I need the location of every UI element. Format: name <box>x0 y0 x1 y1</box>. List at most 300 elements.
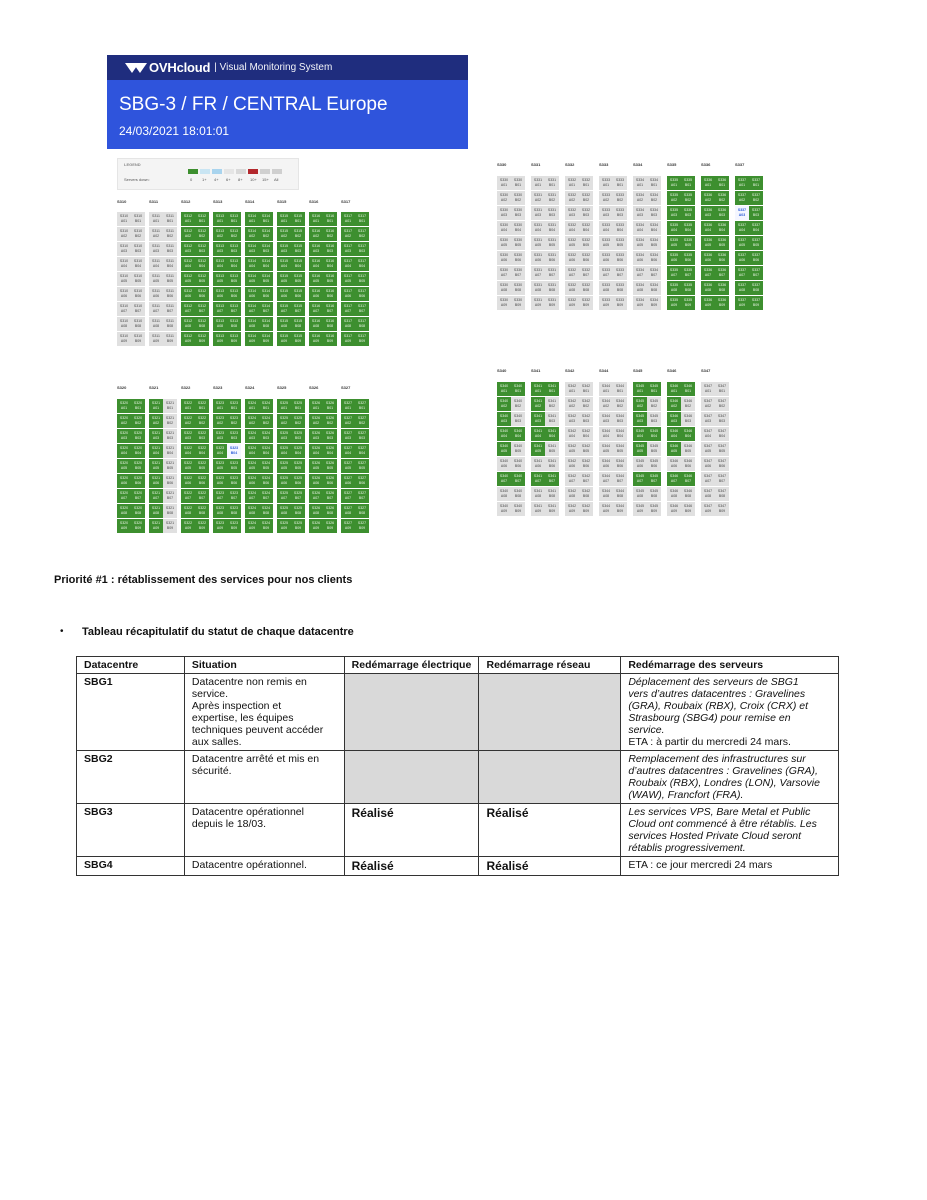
rack-cell: S323 B08 <box>227 504 241 518</box>
rack-cell: S341 A08 <box>531 487 545 501</box>
rack-cell: S322 A02 <box>181 414 195 428</box>
brand-bar <box>107 55 468 80</box>
server-restart-line: services Hosted Private Cloud seront <box>628 830 802 842</box>
rack-cell: S315 A04 <box>277 257 291 271</box>
rack-cell: S320 B09 <box>131 519 145 533</box>
rack-cell: S316 A02 <box>309 227 323 241</box>
rack-cell: S342 B02 <box>579 397 593 411</box>
rack-cell: S325 B07 <box>291 489 305 503</box>
rack-cell: S312 B09 <box>195 332 209 346</box>
rack-cell: S321 B05 <box>163 459 177 473</box>
rack-cell: S322 B05 <box>195 459 209 473</box>
rack-cell: S347 B04 <box>715 427 729 441</box>
rack-cell: S311 B04 <box>163 257 177 271</box>
rack-group-title: S335 <box>667 162 677 167</box>
rack-group-title: S344 <box>599 368 609 373</box>
rack-cell: S337 B07 <box>749 266 763 280</box>
rack-cell: S336 A03 <box>701 206 715 220</box>
rack-cell: S312 A06 <box>181 287 195 301</box>
rack-cell: S336 A07 <box>701 266 715 280</box>
rack-cell: S311 A03 <box>149 242 163 256</box>
rack-cell: S335 A07 <box>667 266 681 280</box>
rack-cell: S326 A07 <box>309 489 323 503</box>
cell-datacentre: SBG1 <box>77 674 185 751</box>
rack-cell: S344 B02 <box>613 397 627 411</box>
situation-line: techniques peuvent accéder <box>191 724 324 736</box>
rack-cell: S323 A05 <box>213 459 227 473</box>
rack-cell: S315 A02 <box>277 227 291 241</box>
rack-cell: S320 B06 <box>131 474 145 488</box>
rack-cell: S321 A06 <box>149 474 163 488</box>
rack-cell: S312 B02 <box>195 227 209 241</box>
rack-cell: S331 B01 <box>545 176 559 190</box>
rack-cell: S323 B09 <box>227 519 241 533</box>
rack-cell: S334 A09 <box>633 296 647 310</box>
rack-cell: S336 B07 <box>715 266 729 280</box>
rack-cell: S345 B05 <box>647 442 661 456</box>
rack-cell: S320 A04 <box>117 444 131 458</box>
rack-cell: S315 B03 <box>291 242 305 256</box>
rack-cell: S325 A01 <box>277 399 291 413</box>
rack-cell: S332 B03 <box>579 206 593 220</box>
rack-cell: S326 B01 <box>323 399 337 413</box>
rack-cell: S344 B01 <box>613 382 627 396</box>
rack-cell: S320 A09 <box>117 519 131 533</box>
cell-network-restart <box>479 674 621 751</box>
cell-network-restart: Réalisé <box>479 857 621 876</box>
rack-cell: S346 A07 <box>667 472 681 486</box>
rack-cell: S335 B09 <box>681 296 695 310</box>
rack-cell: S322 B01 <box>195 399 209 413</box>
rack-cell: S313 A09 <box>213 332 227 346</box>
rack-cell: S344 A09 <box>599 502 613 516</box>
rack-cell: S340 B04 <box>511 427 525 441</box>
rack-cell: S317 B09 <box>355 332 369 346</box>
rack-cell: S334 A01 <box>633 176 647 190</box>
rack-cell: S342 A05 <box>565 442 579 456</box>
rack-cell: S327 A05 <box>341 459 355 473</box>
header-network-restart: Redémarrage réseau <box>479 657 621 674</box>
rack-cell: S331 A09 <box>531 296 545 310</box>
rack-cell: S336 B01 <box>715 176 729 190</box>
rack-cell: S317 B02 <box>355 227 369 241</box>
rack-cell: S345 A01 <box>633 382 647 396</box>
rack-cell: S320 B04 <box>131 444 145 458</box>
rack-cell: S344 A07 <box>599 472 613 486</box>
rack-cell: S315 A01 <box>277 212 291 226</box>
rack-cell: S346 B05 <box>681 442 695 456</box>
rack-cell: S335 B06 <box>681 251 695 265</box>
rack-cell: S315 B04 <box>291 257 305 271</box>
rack-cell: S323 A02 <box>213 414 227 428</box>
rack-cell: S310 A05 <box>117 272 131 286</box>
rack-group-title: S323 <box>213 385 223 390</box>
ovh-logo-icon <box>125 62 147 74</box>
rack-cell: S324 A08 <box>245 504 259 518</box>
rack-cell: S327 A06 <box>341 474 355 488</box>
rack-cell: S333 A05 <box>599 236 613 250</box>
rack-cell: S326 A04 <box>309 444 323 458</box>
rack-cell: S314 B02 <box>259 227 273 241</box>
rack-cell: S316 B09 <box>323 332 337 346</box>
rack-cell: S342 B06 <box>579 457 593 471</box>
server-restart-line: d’autres datacentres : Gravelines (GRA), <box>628 765 818 777</box>
rack-cell: S327 B05 <box>355 459 369 473</box>
rack-cell: S335 A01 <box>667 176 681 190</box>
rack-cell: S341 A02 <box>531 397 545 411</box>
rack-group-title: S325 <box>277 385 287 390</box>
rack-cell: S333 B06 <box>613 251 627 265</box>
page-title: SBG-3 / FR / CENTRAL Europe <box>119 94 388 115</box>
rack-cell: S313 B06 <box>227 287 241 301</box>
rack-cell: S334 A02 <box>633 191 647 205</box>
rack-cell: S341 B05 <box>545 442 559 456</box>
rack-cell: S323 A08 <box>213 504 227 518</box>
rack-cell: S310 A01 <box>117 212 131 226</box>
rack-cell: S345 B02 <box>647 397 661 411</box>
server-restart-line: Les services VPS, Bare Metal et Public <box>628 806 811 818</box>
rack-cell: S340 A04 <box>497 427 511 441</box>
rack-cell: S323 B05 <box>227 459 241 473</box>
rack-cell: S331 B03 <box>545 206 559 220</box>
rack-cell: S340 A01 <box>497 382 511 396</box>
rack-cell: S316 A07 <box>309 302 323 316</box>
rack-cell: S346 A03 <box>667 412 681 426</box>
rack-cell: S320 A03 <box>117 429 131 443</box>
rack-cell: S323 B07 <box>227 489 241 503</box>
rack-group-title: S342 <box>565 368 575 373</box>
rack-cell: S323 A01 <box>213 399 227 413</box>
rack-cell: S315 B02 <box>291 227 305 241</box>
rack-cell: S311 B01 <box>163 212 177 226</box>
rack-cell: S345 B03 <box>647 412 661 426</box>
rack-cell: S320 A02 <box>117 414 131 428</box>
rack-cell: S342 B07 <box>579 472 593 486</box>
rack-cell: S344 B03 <box>613 412 627 426</box>
rack-cell: S330 A03 <box>497 206 511 220</box>
rack-cell: S322 A08 <box>181 504 195 518</box>
rack-cell: S337 B09 <box>749 296 763 310</box>
rack-cell: S340 B01 <box>511 382 525 396</box>
server-restart-line: (WAW), Francfort (FRA). <box>628 789 744 801</box>
rack-cell: S313 B05 <box>227 272 241 286</box>
server-restart-line: Déplacement des serveurs de SBG1 <box>628 676 799 688</box>
rack-cell: S313 B03 <box>227 242 241 256</box>
rack-cell: S312 A02 <box>181 227 195 241</box>
rack-cell: S326 A03 <box>309 429 323 443</box>
rack-cell: S312 B08 <box>195 317 209 331</box>
rack-cell: S332 A01 <box>565 176 579 190</box>
cell-power-restart <box>344 751 479 804</box>
eta-line: ETA : à partir du mercredi 24 mars. <box>628 736 791 748</box>
rack-cell: S336 A05 <box>701 236 715 250</box>
rack-cell: S324 B05 <box>259 459 273 473</box>
rack-cell: S341 B09 <box>545 502 559 516</box>
rack-cell: S335 B01 <box>681 176 695 190</box>
cell-server-restart <box>621 804 839 857</box>
rack-cell: S344 A02 <box>599 397 613 411</box>
timestamp: 24/03/2021 18:01:01 <box>119 124 230 138</box>
rack-cell: S336 B03 <box>715 206 729 220</box>
rack-cell: S342 B05 <box>579 442 593 456</box>
cell-server-restart <box>621 857 839 876</box>
rack-cell: S311 A02 <box>149 227 163 241</box>
legend-value: 8+ <box>238 177 243 182</box>
rack-cell: S346 B08 <box>681 487 695 501</box>
rack-cell: S326 A08 <box>309 504 323 518</box>
rack-cell: S321 B01 <box>163 399 177 413</box>
rack-cell: S341 B06 <box>545 457 559 471</box>
rack-cell: S325 B01 <box>291 399 305 413</box>
rack-cell: S336 A06 <box>701 251 715 265</box>
rack-cell: S327 A09 <box>341 519 355 533</box>
rack-cell: S321 B07 <box>163 489 177 503</box>
monitoring-banner <box>107 55 468 149</box>
cell-network-restart <box>479 751 621 804</box>
rack-cell: S325 B09 <box>291 519 305 533</box>
rack-cell: S310 A08 <box>117 317 131 331</box>
rack-cell: S324 B04 <box>259 444 273 458</box>
rack-cell: S317 B06 <box>355 287 369 301</box>
rack-cell: S316 B02 <box>323 227 337 241</box>
rack-cell: S322 A07 <box>181 489 195 503</box>
rack-cell: S310 A02 <box>117 227 131 241</box>
rack-cell: S341 B01 <box>545 382 559 396</box>
rack-cell: S335 A02 <box>667 191 681 205</box>
rack-cell: S340 A09 <box>497 502 511 516</box>
rack-cell: S347 B03 <box>715 412 729 426</box>
rack-cell: S326 A01 <box>309 399 323 413</box>
rack-cell: S314 A06 <box>245 287 259 301</box>
rack-group-title: S312 <box>181 199 191 204</box>
rack-group-title: S346 <box>667 368 677 373</box>
rack-cell: S347 B06 <box>715 457 729 471</box>
rack-cell: S331 A02 <box>531 191 545 205</box>
rack-cell: S315 B07 <box>291 302 305 316</box>
header-situation: Situation <box>184 657 344 674</box>
rack-cell: S324 A07 <box>245 489 259 503</box>
rack-cell: S332 A09 <box>565 296 579 310</box>
rack-cell: S311 B09 <box>163 332 177 346</box>
rack-cell: S315 B01 <box>291 212 305 226</box>
cell-situation <box>184 857 344 876</box>
rack-cell: S325 A02 <box>277 414 291 428</box>
table-row <box>77 674 839 751</box>
rack-cell: S324 B06 <box>259 474 273 488</box>
rack-cell: S316 B03 <box>323 242 337 256</box>
rack-group-title: S320 <box>117 385 127 390</box>
rack-cell: S314 A01 <box>245 212 259 226</box>
rack-cell: S342 B08 <box>579 487 593 501</box>
rack-cell: S317 A05 <box>341 272 355 286</box>
rack-cell: S312 B04 <box>195 257 209 271</box>
rack-cell: S334 B08 <box>647 281 661 295</box>
rack-cell: S345 B01 <box>647 382 661 396</box>
rack-cell: S311 B03 <box>163 242 177 256</box>
rack-cell: S312 B03 <box>195 242 209 256</box>
rack-cell: S337 B06 <box>749 251 763 265</box>
rack-cell: S327 B06 <box>355 474 369 488</box>
rack-cell: S342 A08 <box>565 487 579 501</box>
rack-cell: S330 B02 <box>511 191 525 205</box>
rack-cell: S326 A09 <box>309 519 323 533</box>
rack-cell: S345 B06 <box>647 457 661 471</box>
rack-cell: S321 B03 <box>163 429 177 443</box>
rack-group-title: S324 <box>245 385 255 390</box>
rack-cell: S331 A08 <box>531 281 545 295</box>
rack-cell: S320 B01 <box>131 399 145 413</box>
rack-cell: S314 B03 <box>259 242 273 256</box>
rack-cell: S312 A01 <box>181 212 195 226</box>
rack-cell: S317 A03 <box>341 242 355 256</box>
rack-cell: S342 A01 <box>565 382 579 396</box>
rack-cell: S341 A07 <box>531 472 545 486</box>
rack-cell: S330 B06 <box>511 251 525 265</box>
rack-cell: S342 A03 <box>565 412 579 426</box>
rack-cell: S325 A07 <box>277 489 291 503</box>
rack-cell: S311 A06 <box>149 287 163 301</box>
legend-value: 6+ <box>226 177 231 182</box>
rack-cell: S320 A05 <box>117 459 131 473</box>
rack-cell: S321 A04 <box>149 444 163 458</box>
rack-cell: S341 A09 <box>531 502 545 516</box>
legend-title: LEGEND <box>124 162 141 167</box>
rack-cell: S315 B06 <box>291 287 305 301</box>
rack-cell: S346 B01 <box>681 382 695 396</box>
rack-cell: S323 B04 <box>227 444 241 458</box>
rack-cell: S314 A08 <box>245 317 259 331</box>
rack-cell: S312 A07 <box>181 302 195 316</box>
rack-cell: S331 B09 <box>545 296 559 310</box>
rack-cell: S347 B07 <box>715 472 729 486</box>
server-restart-line: Cloud ont commencé à être rétablis. Les <box>628 818 817 830</box>
rack-cell: S312 A04 <box>181 257 195 271</box>
rack-group-title: S345 <box>633 368 643 373</box>
rack-cell: S335 A08 <box>667 281 681 295</box>
rack-cell: S312 B07 <box>195 302 209 316</box>
brand-name: OVHcloud <box>149 60 211 75</box>
rack-cell: S324 A06 <box>245 474 259 488</box>
rack-cell: S320 B07 <box>131 489 145 503</box>
rack-cell: S337 A02 <box>735 191 749 205</box>
rack-cell: S347 A02 <box>701 397 715 411</box>
rack-cell: S327 B03 <box>355 429 369 443</box>
rack-cell: S313 B04 <box>227 257 241 271</box>
rack-cell: S324 B02 <box>259 414 273 428</box>
rack-cell: S324 B01 <box>259 399 273 413</box>
rack-cell: S333 A09 <box>599 296 613 310</box>
rack-cell: S334 A06 <box>633 251 647 265</box>
rack-cell: S347 B09 <box>715 502 729 516</box>
rack-cell: S317 B03 <box>355 242 369 256</box>
legend-swatch <box>272 169 282 174</box>
server-restart-line: Strasbourg (SBG4) pour remise en <box>628 712 791 724</box>
rack-cell: S313 A07 <box>213 302 227 316</box>
rack-cell: S331 B07 <box>545 266 559 280</box>
rack-cell: S316 A04 <box>309 257 323 271</box>
rack-group-title: S315 <box>277 199 287 204</box>
rack-group-title: S322 <box>181 385 191 390</box>
rack-cell: S345 A05 <box>633 442 647 456</box>
rack-cell: S341 B08 <box>545 487 559 501</box>
rack-cell: S324 A09 <box>245 519 259 533</box>
table-row <box>77 751 839 804</box>
rack-cell: S332 B08 <box>579 281 593 295</box>
header-power-restart: Redémarrage électrique <box>344 657 479 674</box>
rack-cell: S314 B08 <box>259 317 273 331</box>
rack-cell: S347 A04 <box>701 427 715 441</box>
rack-cell: S337 A09 <box>735 296 749 310</box>
rack-cell: S327 A04 <box>341 444 355 458</box>
rack-cell: S325 B02 <box>291 414 305 428</box>
rack-cell: S317 A08 <box>341 317 355 331</box>
situation-line: service. <box>191 688 229 700</box>
rack-cell: S344 B05 <box>613 442 627 456</box>
rack-cell: S344 A05 <box>599 442 613 456</box>
rack-cell: S334 B04 <box>647 221 661 235</box>
cell-situation <box>184 804 344 857</box>
rack-cell: S325 A04 <box>277 444 291 458</box>
rack-cell: S325 B06 <box>291 474 305 488</box>
rack-cell: S327 A01 <box>341 399 355 413</box>
rack-cell: S317 A06 <box>341 287 355 301</box>
rack-cell: S317 A04 <box>341 257 355 271</box>
rack-cell: S313 B08 <box>227 317 241 331</box>
rack-cell: S330 B08 <box>511 281 525 295</box>
rack-cell: S313 A02 <box>213 227 227 241</box>
rack-cell: S320 A06 <box>117 474 131 488</box>
legend-swatch <box>248 169 258 174</box>
situation-line: Datacentre opérationnel <box>191 806 304 818</box>
rack-cell: S333 A08 <box>599 281 613 295</box>
situation-line: Datacentre opérationnel. <box>191 859 307 871</box>
rack-cell: S335 A06 <box>667 251 681 265</box>
rack-cell: S330 A09 <box>497 296 511 310</box>
rack-cell: S322 B04 <box>195 444 209 458</box>
rack-cell: S337 B02 <box>749 191 763 205</box>
situation-line: sécurité. <box>191 765 232 777</box>
rack-cell: S325 A08 <box>277 504 291 518</box>
rack-cell: S346 B07 <box>681 472 695 486</box>
rack-cell: S342 A04 <box>565 427 579 441</box>
rack-cell: S316 A03 <box>309 242 323 256</box>
cell-server-restart <box>621 751 839 804</box>
rack-cell: S333 A06 <box>599 251 613 265</box>
rack-cell: S346 B09 <box>681 502 695 516</box>
rack-cell: S317 B05 <box>355 272 369 286</box>
rack-cell: S326 A05 <box>309 459 323 473</box>
rack-group-title: S334 <box>633 162 643 167</box>
rack-cell: S310 A04 <box>117 257 131 271</box>
rack-cell: S327 A08 <box>341 504 355 518</box>
table-row <box>77 857 839 876</box>
rack-group-title: S311 <box>149 199 159 204</box>
rack-cell: S334 B09 <box>647 296 661 310</box>
rack-cell: S326 B06 <box>323 474 337 488</box>
brand-subtitle: | Visual Monitoring System <box>214 62 333 73</box>
rack-cell: S323 B01 <box>227 399 241 413</box>
rack-cell: S345 A04 <box>633 427 647 441</box>
rack-cell: S322 B06 <box>195 474 209 488</box>
rack-cell: S315 A05 <box>277 272 291 286</box>
cell-network-restart: Réalisé <box>479 804 621 857</box>
rack-cell: S316 B07 <box>323 302 337 316</box>
rack-cell: S316 B04 <box>323 257 337 271</box>
rack-cell: S327 B02 <box>355 414 369 428</box>
rack-cell: S337 B08 <box>749 281 763 295</box>
cell-datacentre: SBG2 <box>77 751 185 804</box>
situation-line: Datacentre arrêté et mis en <box>191 753 320 765</box>
